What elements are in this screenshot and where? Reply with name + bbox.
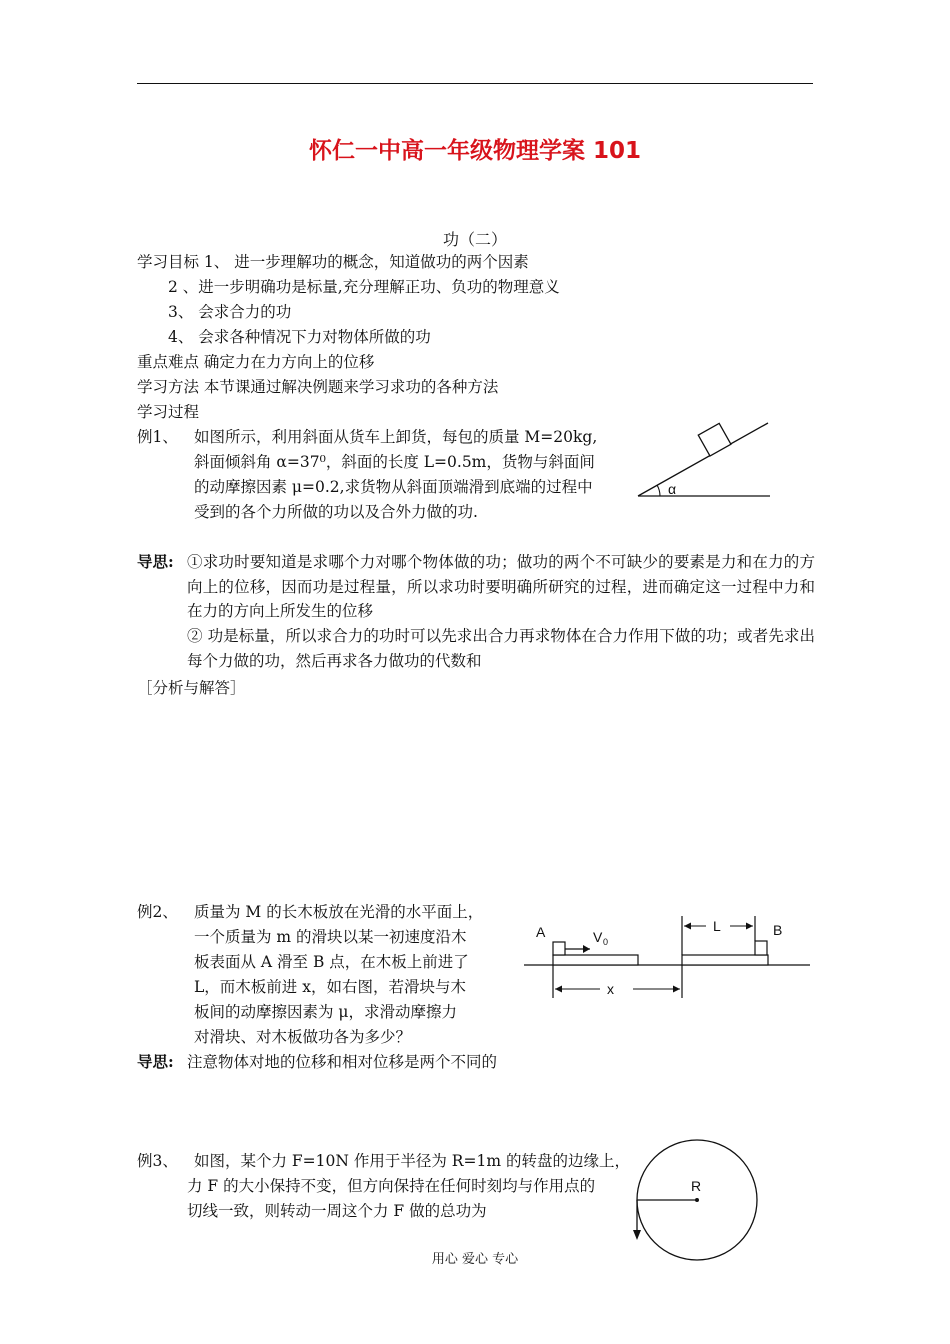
label-r: R: [691, 1178, 702, 1194]
example1-line-2: 斜面倾斜角 α=37⁰，斜面的长度 L=0.5m，货物与斜面间: [194, 453, 595, 471]
incline-diagram: [630, 415, 780, 510]
header-rule: [137, 83, 813, 84]
example1-line-1: 如图所示，利用斜面从货车上卸货，每包的质量 M=20kg,: [194, 428, 598, 446]
learning-method: 学习方法 本节课通过解决例题来学习求功的各种方法: [137, 378, 499, 396]
guide1-para-1: ①求功时要知道是求哪个力对哪个物体做的功；做功的两个不可缺少的要素是力和在力的方向上的位移，因而功是过程量，所以求功时要明确所研究的过程，进而确定这一过程中力和在力的方向上所发生的位移: [187, 553, 815, 620]
example2-line-1: 质量为 M 的长木板放在光滑的水平面上，: [194, 903, 484, 921]
goals-line-1: 学习目标 1、 进一步理解功的概念，知道做功的两个因素: [137, 253, 529, 271]
goals-line-3: 3、 会求合力的功: [168, 303, 292, 321]
example3-line-3: 切线一致，则转动一周这个力 F 做的总功为: [187, 1202, 487, 1220]
label-v-sub: 0: [603, 937, 609, 947]
example2-line-3: 板表面从 A 滑至 B 点，在木板上前进了: [194, 953, 469, 971]
learning-process: 学习过程: [137, 403, 200, 421]
key-points: 重点难点 确定力在力方向上的位移: [137, 353, 375, 371]
guide2-text: 注意物体对地的位移和相对位移是两个不同的: [187, 1053, 498, 1071]
guide2-label: 导思:: [137, 1052, 174, 1071]
page-footer: 用心 爱心 专心: [431, 1252, 519, 1267]
example3-line-1: 如图，某个力 F=10N 作用于半径为 R=1m 的转盘的边缘上，: [194, 1152, 630, 1170]
guide1-para-2: ② 功是标量，所以求合力的功时可以先求出合力再求物体在合力作用下做的功；或者先求出每个力做的功，然后再求各力做功的代数和: [187, 627, 815, 670]
goals-line-4: 4、 会求各种情况下力对物体所做的功: [168, 328, 431, 346]
analysis-heading: ［分析与解答］: [137, 679, 246, 697]
goals-line-2: 2 、进一步明确功是标量,充分理解正功、负功的物理意义: [168, 278, 560, 296]
example3-label: 例3、: [137, 1152, 178, 1170]
label-l: L: [713, 918, 721, 934]
guide1-label: 导思:: [137, 552, 174, 571]
example2-line-6: 对滑块、对木板做功各为多少？: [194, 1028, 412, 1046]
cargo-box: [698, 423, 731, 456]
label-a: A: [536, 924, 546, 940]
board-diagram: [520, 912, 815, 1002]
label-x: x: [607, 981, 614, 997]
label-b: B: [773, 922, 783, 938]
example1-line-4: 受到的各个力所做的功以及合外力做的功.: [194, 503, 478, 521]
example1-line-3: 的动摩擦因素 μ=0.2,求货物从斜面顶端滑到底端的过程中: [194, 478, 593, 496]
label-v: V: [593, 929, 603, 945]
page-subtitle: 功（二）: [442, 230, 507, 249]
example2-line-4: L，而木板前进 x，如右图，若滑块与木: [194, 978, 466, 996]
angle-label: α: [668, 481, 677, 497]
example2-line-2: 一个质量为 m 的滑块以某一初速度沿木: [194, 928, 467, 946]
example2-line-5: 板间的动摩擦因素为 μ，求滑动摩擦力: [194, 1003, 458, 1021]
example2-label: 例2、: [137, 903, 178, 921]
example1-label: 例1、: [137, 428, 178, 446]
page-title: 怀仁一中高一年级物理学案 101: [308, 138, 642, 164]
example3-line-2: 力 F 的大小保持不变，但方向保持在任何时刻均与作用点的: [187, 1177, 596, 1195]
